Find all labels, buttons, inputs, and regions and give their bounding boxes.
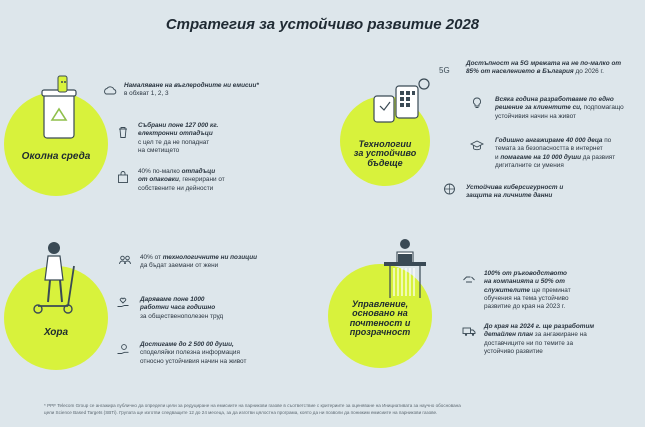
page-title: Стратегия за устойчиво развитие 2028 xyxy=(165,16,480,33)
item-line: собствените ни дейности xyxy=(138,184,214,192)
graduation-cap-icon xyxy=(470,138,484,152)
gov-label xyxy=(328,300,432,338)
item-line: Достигаме до 2 500 00 души, xyxy=(140,341,234,348)
item-line: 40% от технологичните ни позиции xyxy=(140,254,258,261)
people-group-icon xyxy=(118,253,132,267)
item-line: на сметището xyxy=(138,146,180,154)
devices-illustration xyxy=(368,74,438,135)
item-line: да бъдат заемани от жени xyxy=(140,262,219,270)
item-line: 85% от населението в България до 2026 г. xyxy=(466,68,604,76)
env-item-emissions xyxy=(124,82,314,99)
tech-item-solution xyxy=(495,96,643,121)
item-line: Намаляване на въглеродните ни емисии* xyxy=(124,82,259,89)
scooter-rider-illustration xyxy=(28,238,80,323)
item-line: детайлен план за ангажиране на xyxy=(484,331,587,339)
desk-worker-illustration xyxy=(382,236,428,305)
item-line: и помагаме на 10 000 души да развият xyxy=(495,153,616,161)
env-item-packaging xyxy=(138,168,308,193)
tech-item-cyber xyxy=(466,184,641,201)
tech-label-line: бъдеще xyxy=(367,157,403,168)
item-line: До края на 2024 г. ще разработим xyxy=(484,323,595,330)
item-line: дигиталните си умения xyxy=(495,161,564,169)
item-line: служителите ще преминат xyxy=(484,286,571,294)
tech-item-children xyxy=(495,137,643,170)
footnote xyxy=(44,403,619,416)
item-line: Всяка година разработваме по едно xyxy=(495,96,614,103)
item-line: електронни отпадъци xyxy=(138,130,213,138)
delivery-truck-icon xyxy=(462,324,476,338)
item-line: Устойчива киберсигурност и xyxy=(466,184,564,191)
co2-cloud-icon xyxy=(103,84,117,98)
people-label: Хора xyxy=(43,327,69,338)
recycle-bin-illustration xyxy=(34,74,84,145)
item-line: с цел те да не попаднат xyxy=(138,138,210,146)
tech-label xyxy=(340,140,430,168)
tech-label-line: за устойчиво xyxy=(353,148,417,159)
item-line: Даряваме поне 1000 xyxy=(140,296,205,303)
item-line: доставчиците ни по темите за xyxy=(484,339,574,347)
people-item-volunteer xyxy=(140,296,310,321)
item-line: устойчивия начин на живот xyxy=(495,112,576,120)
gov-label-line: основано на xyxy=(352,308,408,319)
gov-label-line: Управление, xyxy=(351,299,409,309)
footnote-line: цели Science Based Targets (SBTi). Групата ще изготви следващите 12 до 24 месеца, за да изготви цялостна програма, която да ни позволи да понижим емисиите на парникови газове. xyxy=(44,409,438,415)
trash-bin-icon xyxy=(116,125,130,139)
5g-icon xyxy=(438,62,452,76)
item-line: на компанията и 50% от xyxy=(484,278,565,286)
lightbulb-icon xyxy=(470,96,484,110)
item-line: от опаковки, генерирани от xyxy=(138,176,225,184)
item-line: развитие до края на 2023 г. xyxy=(484,303,566,311)
item-line: решение за клиентите си, подпомагащо xyxy=(495,104,624,112)
item-line: работни часа годишно xyxy=(140,304,216,312)
shopping-bag-icon xyxy=(116,170,130,184)
tech-label-line: Технологии xyxy=(358,139,412,149)
tech-item-5g xyxy=(466,60,641,77)
coin-hand-icon xyxy=(116,342,130,356)
env-label: Околна среда xyxy=(21,151,91,162)
item-line: Достъпност на 5G мрежата на не по-малко от xyxy=(466,60,622,67)
gov-item-suppliers xyxy=(484,323,634,356)
item-line: относно устойчивия начин на живот xyxy=(140,357,247,365)
item-line: защита на личните данни xyxy=(466,192,553,200)
gov-label-line: прозрачност xyxy=(349,327,411,338)
gov-label-line: почтеност и xyxy=(349,317,411,328)
globe-lock-icon xyxy=(443,182,457,196)
item-line: обучения на тема устойчиво xyxy=(484,294,569,302)
item-line: споделяйки полезна информация xyxy=(140,349,240,357)
env-item-ewaste xyxy=(138,122,308,155)
footnote-line: * PPF Telecom Group се ангажира публично да определи цели за редуциране на емисиите на парникови газове в съответствие с критериите за оценяване на Инициативата за научно обоснована xyxy=(44,403,461,408)
item-line: Събрани поне 127 000 кг. xyxy=(138,122,219,129)
hands-shield-icon xyxy=(462,270,476,284)
item-line: Годишно ангажираме 40 000 деца по xyxy=(495,137,612,144)
heart-hand-icon xyxy=(116,295,130,309)
item-line: 40% по-малко отпадъци xyxy=(138,168,216,175)
item-line: за общественополезен труд xyxy=(140,312,224,320)
item-line: темата за безопасността в интернет xyxy=(495,145,603,153)
item-line: 100% от ръководството xyxy=(484,270,567,277)
gov-item-training xyxy=(484,270,634,312)
svg-text:5G: 5G xyxy=(439,66,450,75)
people-item-reach xyxy=(140,341,310,366)
item-line: в обхват 1, 2, 3 xyxy=(124,90,169,98)
item-line: устойчиво развитие xyxy=(484,347,543,355)
people-item-women xyxy=(140,254,310,271)
